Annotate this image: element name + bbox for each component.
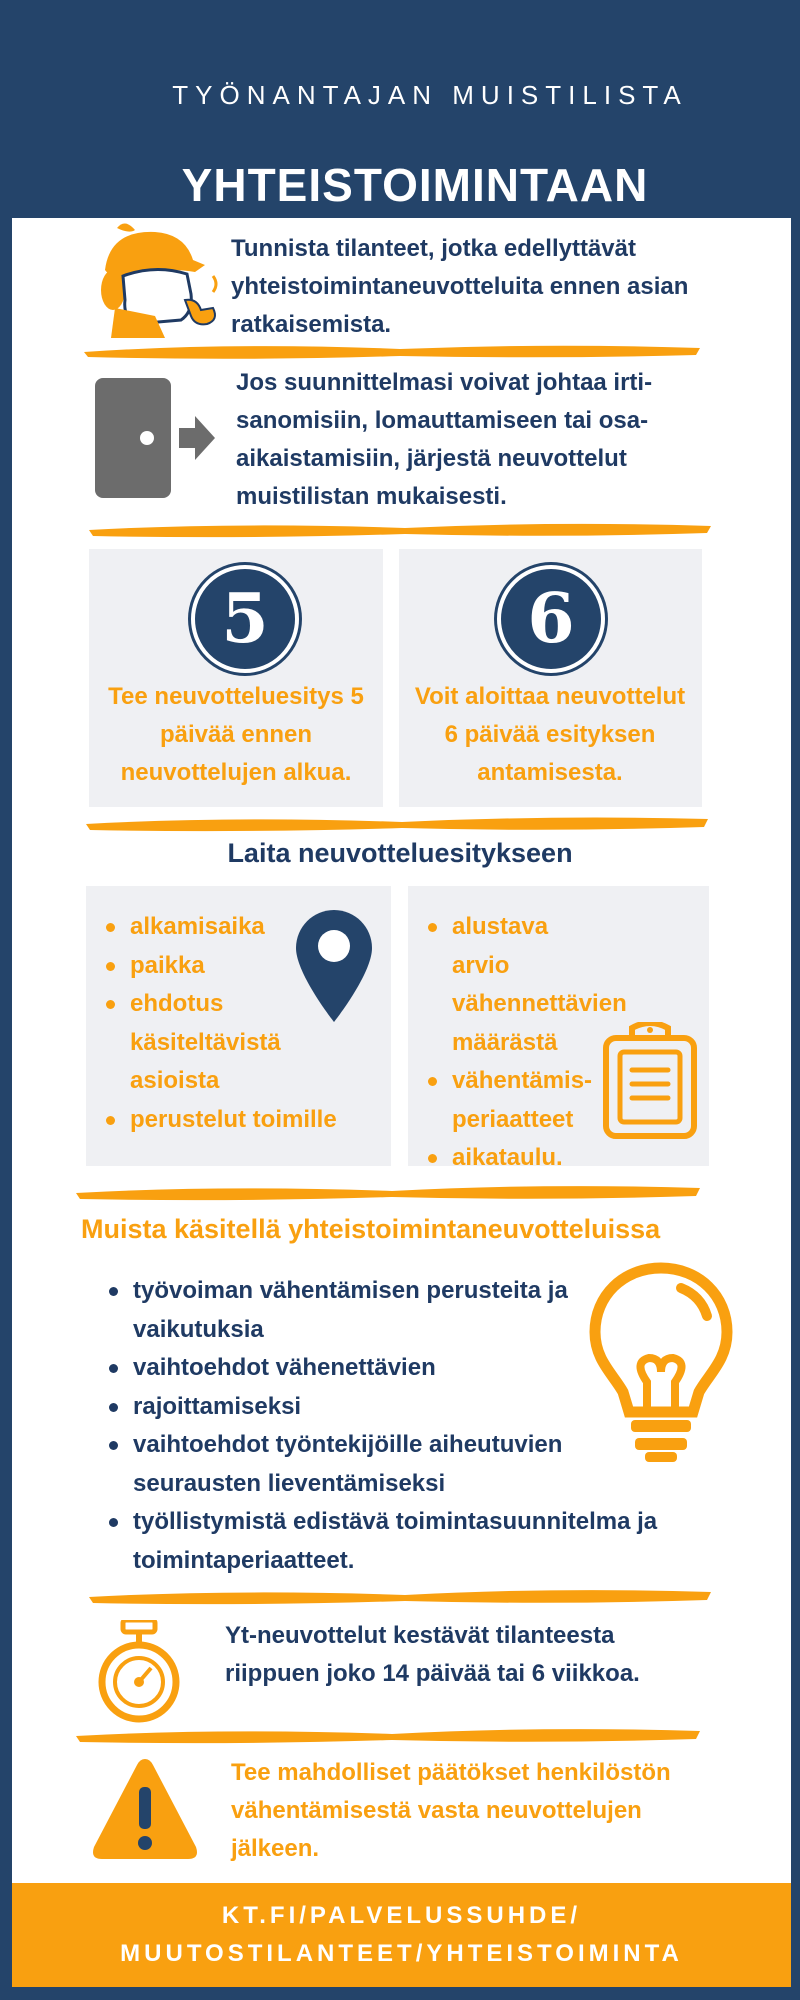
- header: [0, 0, 800, 220]
- list-item: perustelut toimille: [96, 1101, 366, 1140]
- list-item: vaihtoehdot työntekijöille aiheutuvien seurausten lieventämiseksi: [99, 1426, 613, 1503]
- divider-stroke: [82, 812, 712, 834]
- day-text-6: Voit aloittaa neuvottelut 6 päivää esityksen antamisesta.: [414, 683, 686, 786]
- list-item: alustava arvio vähennettävien määrästä: [418, 908, 602, 1062]
- list-item: vähentämis-periaatteet: [418, 1062, 572, 1139]
- footer-link[interactable]: [12, 1883, 791, 1987]
- divider-stroke: [85, 1585, 715, 1607]
- list-item: paikka: [96, 947, 366, 986]
- list-item: työllistymistä edistävä toimintasuunnitelma ja toimintaperiaatteet.: [99, 1503, 723, 1580]
- duration-text: Yt-neuvottelut kestävät tilanteesta riippuen joko 14 päivää tai 6 viikkoa.: [225, 1622, 640, 1687]
- remember-heading: Muista käsitellä yhteistoimintaneuvotteluissa: [81, 1214, 661, 1244]
- detective-icon: [95, 220, 225, 338]
- list-item: aikataulu.: [418, 1139, 628, 1178]
- proposal-heading: Laita neuvotteluesitykseen: [227, 838, 573, 868]
- header-subtitle: TYÖNANTAJAN MUISTILISTA: [172, 80, 688, 110]
- day-text-5: Tee neuvotteluesitys 5 päivää ennen neuvottelujen alkua.: [108, 683, 364, 786]
- location-pin-icon: [296, 910, 372, 1022]
- divider-stroke: [72, 1181, 704, 1203]
- exit-door-icon: [95, 378, 215, 500]
- divider-stroke: [85, 518, 715, 540]
- clipboard-icon: [600, 1022, 700, 1140]
- warning-icon: [90, 1755, 200, 1861]
- divider-stroke: [80, 340, 705, 362]
- stopwatch-icon: [97, 1620, 181, 1726]
- identify-text: Tunnista tilanteet, jotka edellyttävät yhteistoimintaneuvotteluita ennen asian ratkaisemista.: [231, 235, 689, 338]
- footer-line-1: KT.FI/PALVELUSSUHDE/: [221, 1902, 582, 1929]
- proposal-list-right: [418, 908, 628, 1178]
- day-number-5: 5: [191, 565, 299, 673]
- day-number-6: 6: [497, 565, 605, 673]
- plans-text: Jos suunnittelmasi voivat johtaa irti-sanomisiin, lomauttamiseen tai osa-aikaistamisiin, järjestä neuvottelut muistilistan mukaisesti.: [236, 369, 653, 510]
- list-item: työvoiman vähentämisen perusteita ja vaikutuksia: [99, 1272, 603, 1349]
- lightbulb-icon: [589, 1262, 733, 1464]
- divider-stroke: [72, 1724, 704, 1746]
- list-item: vaihtoehdot vähenettävien: [99, 1349, 699, 1388]
- list-item: ehdotus käsiteltävistä asioista: [96, 985, 260, 1101]
- warning-text: Tee mahdolliset päätökset henkilöstön vähentämisestä vasta neuvottelujen jälkeen.: [231, 1759, 671, 1862]
- page-title: YHTEISTOIMINTAAN: [181, 159, 649, 211]
- footer-line-2: MUUTOSTILANTEET/YHTEISTOIMINTA: [120, 1940, 683, 1967]
- list-item: rajoittamiseksi: [99, 1388, 699, 1427]
- list-item: alkamisaika: [96, 908, 366, 947]
